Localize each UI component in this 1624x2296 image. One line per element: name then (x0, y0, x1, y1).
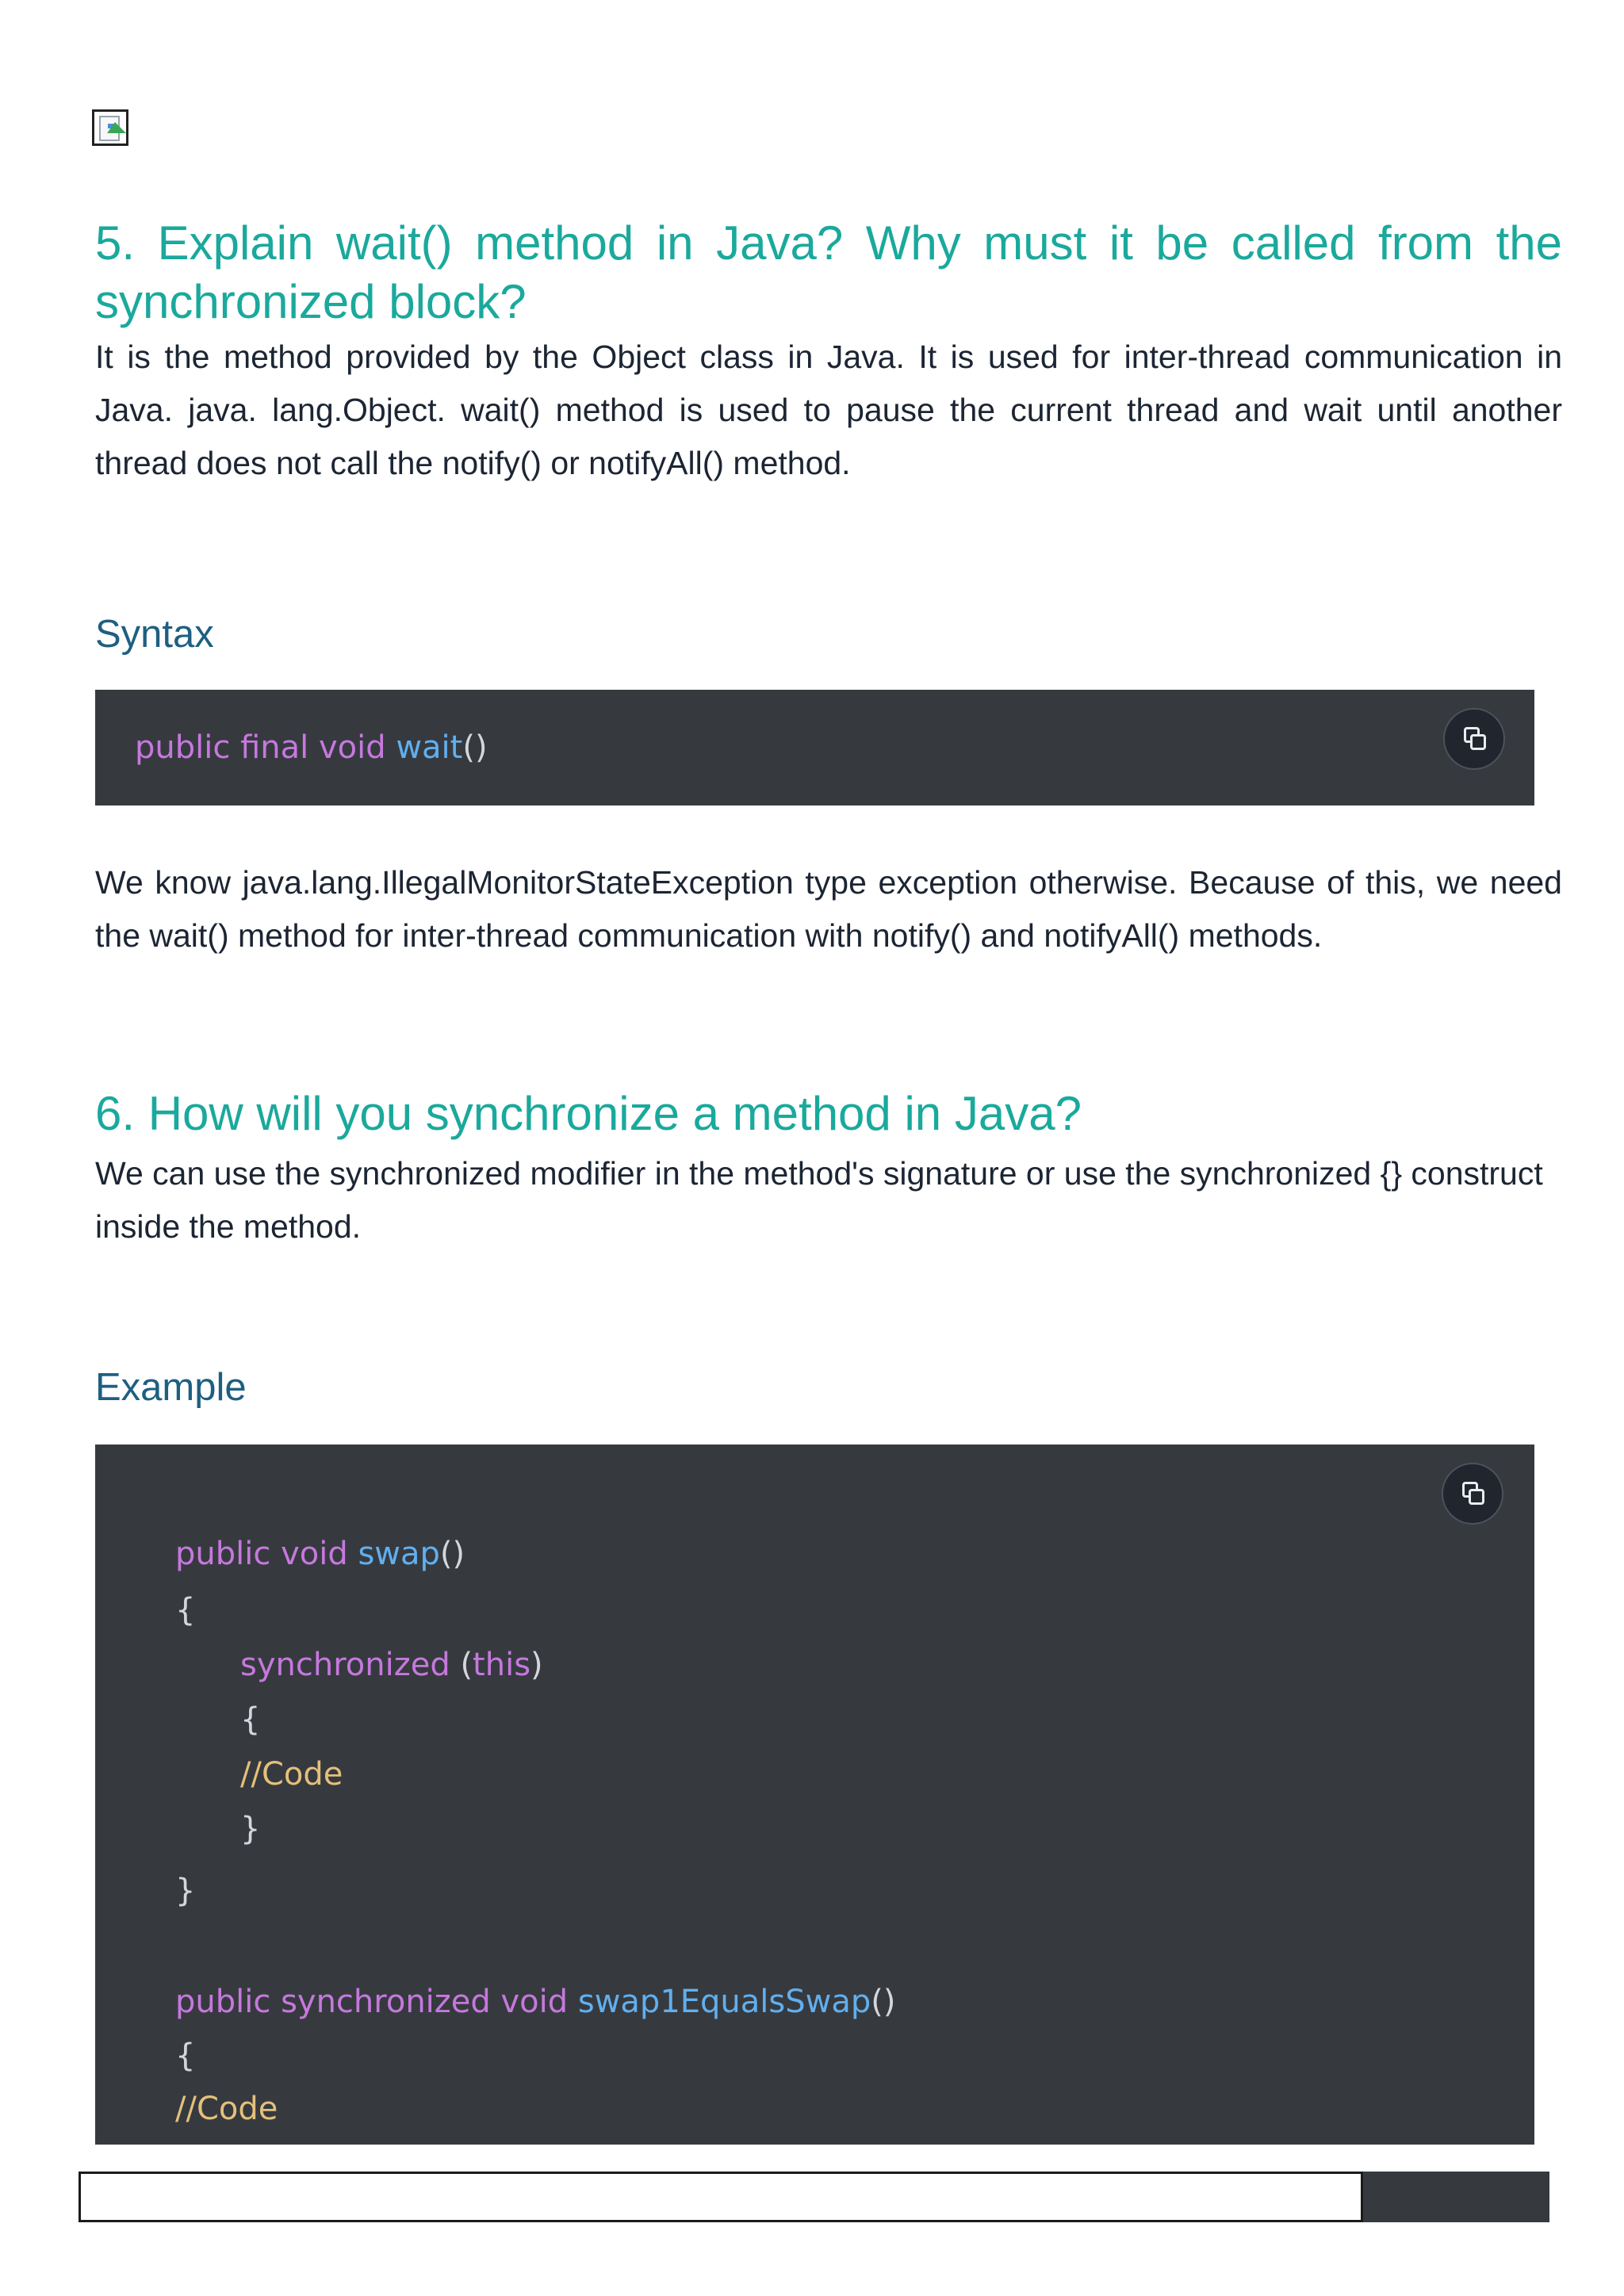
code-comment: //Code (175, 2091, 278, 2127)
broken-image-icon (92, 109, 128, 146)
example-code-block (95, 1445, 1534, 2145)
code-line: } (240, 1811, 261, 1847)
code-line: { (175, 2038, 196, 2074)
code-line: synchronized (this) (240, 1647, 543, 1683)
code-line: { (175, 1592, 196, 1628)
syntax-code-block (95, 690, 1534, 806)
code-line: { (240, 1701, 261, 1738)
copy-code-button[interactable] (1443, 708, 1505, 770)
footer-button[interactable] (1363, 2172, 1549, 2222)
question-6-body: We can use the synchronized modifier in the method's signature or use the synchronized {} construct inside the method. (95, 1155, 1543, 1245)
code-line: public synchronized void swap1EqualsSwap() (175, 1984, 896, 2020)
wait-explanation-text: We know java.lang.IllegalMonitorStateException type exception otherwise. Because of this, we need the wait() method for inter-thread communication with notify() and notifyAll() methods. (95, 864, 1562, 954)
example-heading: Example (95, 1366, 247, 1409)
copy-code-button[interactable] (1442, 1463, 1503, 1525)
syntax-code-line: public final void wait() (135, 729, 488, 766)
footer-input-field[interactable] (79, 2172, 1363, 2222)
question-5-title: 5. Explain wait() method in Java? Why must it be called from the synchronized block? (95, 216, 1562, 328)
question-5-body: It is the method provided by the Object class in Java. It is used for inter-thread communication in Java. java. lang.Object. wait() method is used to pause the current thread and wait until another thread does not call the notify() or notifyAll() method. (95, 339, 1562, 481)
footer-bar (79, 2172, 1549, 2222)
syntax-heading: Syntax (95, 613, 214, 656)
code-line: public void swap() (175, 1536, 465, 1572)
code-line: } (175, 1873, 196, 1909)
question-6-title: 6. How will you synchronize a method in Java? (95, 1087, 1082, 1140)
code-comment: //Code (240, 1756, 343, 1793)
